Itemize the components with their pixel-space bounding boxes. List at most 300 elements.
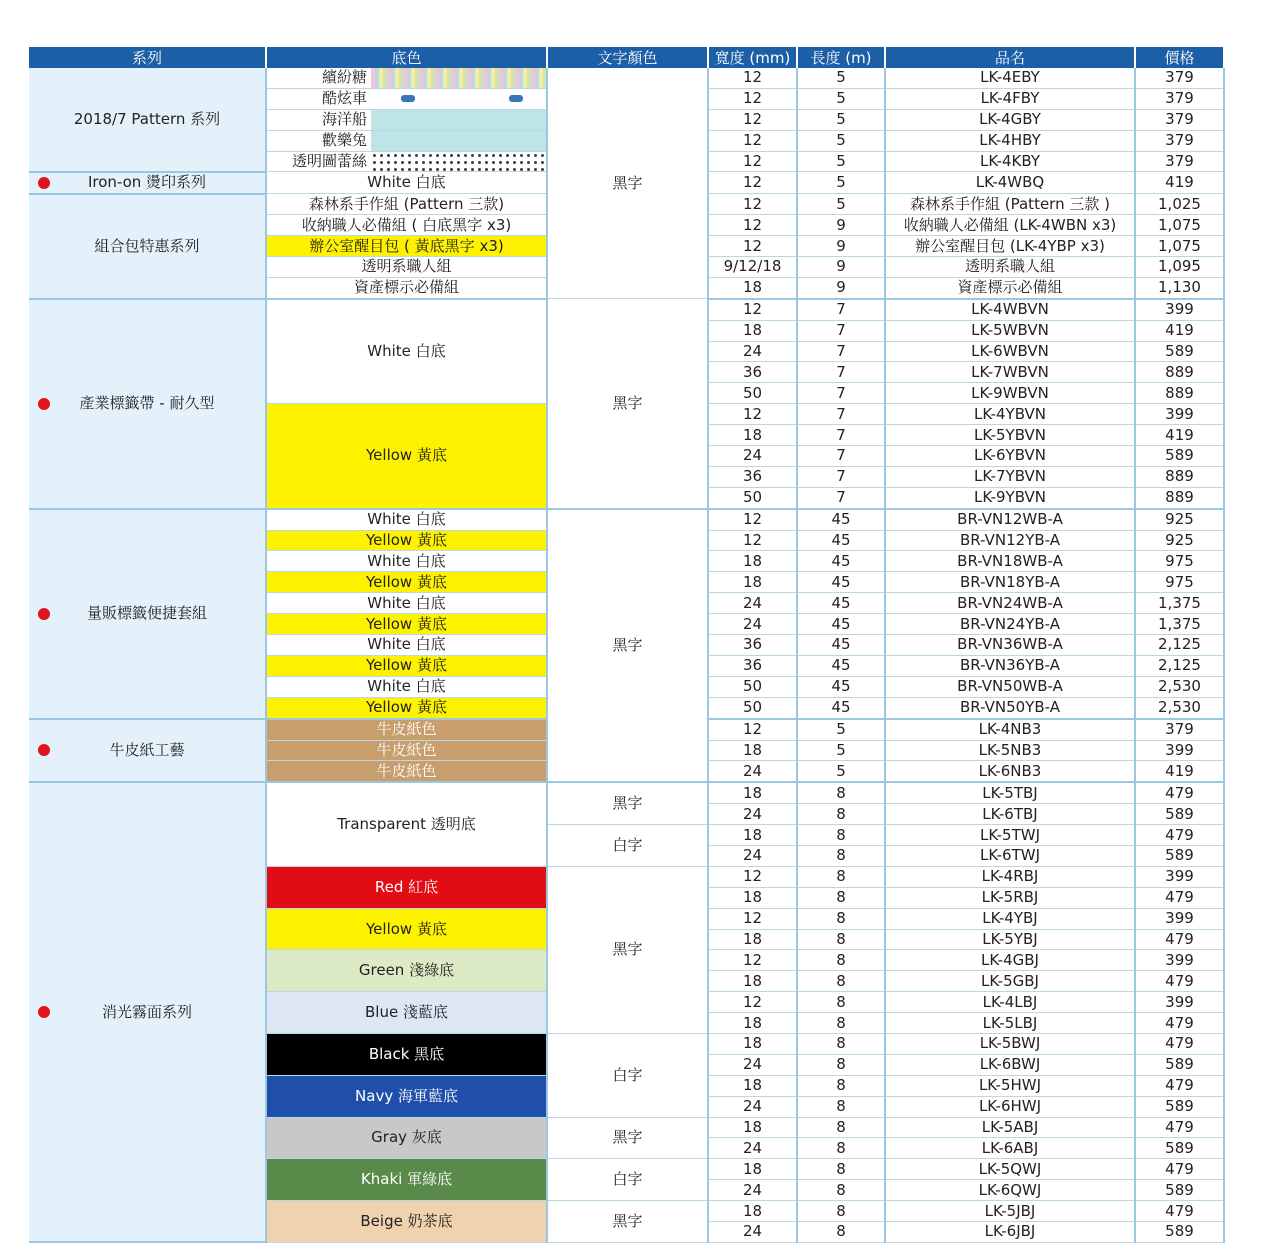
width-cell: 12 bbox=[708, 299, 797, 320]
product-name-cell: LK-4HBY bbox=[885, 130, 1135, 151]
price-cell: 1,375 bbox=[1135, 614, 1224, 635]
bullet-icon bbox=[38, 1006, 50, 1018]
price-table bbox=[29, 47, 1225, 1243]
width-cell: 12 bbox=[708, 992, 797, 1013]
base-cell: Yellow 黃底 bbox=[266, 697, 547, 718]
price-cell: 419 bbox=[1135, 320, 1224, 341]
product-name-cell: LK-4NB3 bbox=[885, 719, 1135, 740]
width-cell: 12 bbox=[708, 172, 797, 194]
width-cell: 50 bbox=[708, 487, 797, 508]
length-cell: 5 bbox=[797, 109, 885, 130]
width-cell: 24 bbox=[708, 1096, 797, 1117]
price-cell: 379 bbox=[1135, 88, 1224, 109]
product-name-cell: LK-5YBVN bbox=[885, 425, 1135, 446]
text-color-cell bbox=[547, 866, 708, 1033]
length-cell: 45 bbox=[797, 697, 885, 718]
price-cell: 399 bbox=[1135, 992, 1224, 1013]
length-cell: 9 bbox=[797, 236, 885, 257]
width-cell: 24 bbox=[708, 446, 797, 467]
width-cell: 18 bbox=[708, 971, 797, 992]
base-cell: Yellow 黃底 bbox=[266, 908, 547, 950]
width-cell: 12 bbox=[708, 130, 797, 151]
product-name-cell: 透明系職人組 bbox=[885, 257, 1135, 278]
length-cell: 5 bbox=[797, 88, 885, 109]
price-cell: 589 bbox=[1135, 1180, 1224, 1201]
product-name-cell: 資產標示必備組 bbox=[885, 277, 1135, 298]
width-cell: 18 bbox=[708, 887, 797, 908]
price-cell: 479 bbox=[1135, 887, 1224, 908]
bullet-icon bbox=[38, 608, 50, 620]
price-cell: 479 bbox=[1135, 782, 1224, 803]
length-cell: 8 bbox=[797, 1075, 885, 1096]
text-color-label: 白字 bbox=[612, 1170, 643, 1189]
base-cell: White 白底 bbox=[266, 593, 547, 614]
base-cell: Blue 淺藍底 bbox=[266, 992, 547, 1034]
product-name-cell: 收納職人必備組 (LK-4WBN x3) bbox=[885, 215, 1135, 236]
price-cell: 479 bbox=[1135, 1201, 1224, 1222]
width-cell: 18 bbox=[708, 1033, 797, 1054]
width-cell: 24 bbox=[708, 1054, 797, 1075]
price-cell: 1,075 bbox=[1135, 236, 1224, 257]
product-name-cell: LK-4LBJ bbox=[885, 992, 1135, 1013]
table-row bbox=[29, 299, 1224, 320]
sea-pattern-swatch bbox=[371, 110, 546, 130]
width-cell: 12 bbox=[708, 194, 797, 215]
text-color-label: 白字 bbox=[612, 835, 643, 854]
length-cell: 5 bbox=[797, 130, 885, 151]
header-row bbox=[29, 47, 1224, 68]
product-name-cell: BR-VN12YB-A bbox=[885, 530, 1135, 551]
price-cell: 479 bbox=[1135, 1159, 1224, 1180]
product-name-cell: LK-6JBJ bbox=[885, 1221, 1135, 1242]
base-cell: 牛皮紙色 bbox=[266, 740, 547, 761]
width-cell: 24 bbox=[708, 761, 797, 782]
length-cell: 5 bbox=[797, 68, 885, 88]
product-name-cell: LK-5YBJ bbox=[885, 929, 1135, 950]
length-cell: 8 bbox=[797, 1096, 885, 1117]
width-cell: 36 bbox=[708, 362, 797, 383]
width-cell: 18 bbox=[708, 1117, 797, 1138]
length-cell: 8 bbox=[797, 992, 885, 1013]
length-cell: 8 bbox=[797, 782, 885, 803]
text-color-cell bbox=[547, 509, 708, 783]
width-cell: 18 bbox=[708, 572, 797, 593]
text-color-label: 黑字 bbox=[612, 394, 643, 412]
header-series: 系列 bbox=[29, 47, 266, 68]
price-cell: 1,075 bbox=[1135, 215, 1224, 236]
base-cell: 透明系職人組 bbox=[266, 257, 547, 278]
width-cell: 24 bbox=[708, 1221, 797, 1242]
width-cell: 12 bbox=[708, 719, 797, 740]
price-cell: 589 bbox=[1135, 341, 1224, 362]
width-cell: 18 bbox=[708, 1159, 797, 1180]
base-cell: Green 淺綠底 bbox=[266, 950, 547, 992]
width-cell: 12 bbox=[708, 908, 797, 929]
product-name-cell: BR-VN36WB-A bbox=[885, 635, 1135, 656]
price-cell: 925 bbox=[1135, 530, 1224, 551]
length-cell: 5 bbox=[797, 719, 885, 740]
base-cell bbox=[266, 68, 547, 88]
price-cell: 479 bbox=[1135, 1013, 1224, 1034]
price-cell: 479 bbox=[1135, 1075, 1224, 1096]
price-cell: 589 bbox=[1135, 804, 1224, 825]
price-cell: 925 bbox=[1135, 509, 1224, 530]
length-cell: 8 bbox=[797, 866, 885, 887]
length-cell: 7 bbox=[797, 425, 885, 446]
width-cell: 18 bbox=[708, 425, 797, 446]
price-cell: 379 bbox=[1135, 151, 1224, 172]
price-cell: 419 bbox=[1135, 172, 1224, 194]
price-cell: 589 bbox=[1135, 446, 1224, 467]
length-cell: 5 bbox=[797, 172, 885, 194]
product-name-cell: LK-4RBJ bbox=[885, 866, 1135, 887]
product-name-cell: BR-VN50YB-A bbox=[885, 697, 1135, 718]
header-product-name: 品名 bbox=[885, 47, 1135, 68]
product-name-cell: LK-5WBVN bbox=[885, 320, 1135, 341]
length-cell: 7 bbox=[797, 487, 885, 508]
product-name-cell: LK-4YBJ bbox=[885, 908, 1135, 929]
base-cell bbox=[266, 88, 547, 109]
series-label: 產業標籤帶 - 耐久型 bbox=[79, 394, 215, 413]
price-cell: 589 bbox=[1135, 845, 1224, 866]
series-label: 消光霧面系列 bbox=[101, 1002, 192, 1021]
product-name-cell: LK-9WBVN bbox=[885, 383, 1135, 404]
price-cell: 2,125 bbox=[1135, 635, 1224, 656]
length-cell: 7 bbox=[797, 320, 885, 341]
price-cell: 399 bbox=[1135, 740, 1224, 761]
base-cell: Gray 灰底 bbox=[266, 1117, 547, 1159]
price-cell: 2,125 bbox=[1135, 655, 1224, 676]
price-cell: 1,095 bbox=[1135, 257, 1224, 278]
width-cell: 12 bbox=[708, 236, 797, 257]
price-cell: 379 bbox=[1135, 68, 1224, 88]
product-name-cell: LK-5QWJ bbox=[885, 1159, 1135, 1180]
length-cell: 45 bbox=[797, 572, 885, 593]
base-cell: Navy 海軍藍底 bbox=[266, 1075, 547, 1117]
candy-pattern-swatch bbox=[371, 68, 546, 88]
price-cell: 2,530 bbox=[1135, 697, 1224, 718]
product-name-cell: LK-4GBY bbox=[885, 109, 1135, 130]
width-cell: 12 bbox=[708, 530, 797, 551]
price-cell: 399 bbox=[1135, 950, 1224, 971]
table-row bbox=[29, 782, 1224, 803]
width-cell: 36 bbox=[708, 655, 797, 676]
price-cell: 975 bbox=[1135, 551, 1224, 572]
product-name-cell: LK-5TWJ bbox=[885, 825, 1135, 846]
length-cell: 9 bbox=[797, 277, 885, 298]
price-cell: 1,375 bbox=[1135, 593, 1224, 614]
price-cell: 889 bbox=[1135, 466, 1224, 487]
price-cell: 379 bbox=[1135, 719, 1224, 740]
bullet-icon bbox=[38, 398, 50, 410]
series-label: 牛皮紙工藝 bbox=[109, 740, 185, 759]
width-cell: 12 bbox=[708, 215, 797, 236]
base-cell: 收納職人必備組 ( 白底黑字 x3) bbox=[266, 215, 547, 236]
product-name-cell: LK-4FBY bbox=[885, 88, 1135, 109]
price-cell: 589 bbox=[1135, 1054, 1224, 1075]
width-cell: 18 bbox=[708, 825, 797, 846]
base-cell: White 白底 bbox=[266, 172, 547, 194]
product-name-cell: LK-6TBJ bbox=[885, 804, 1135, 825]
length-cell: 8 bbox=[797, 887, 885, 908]
text-color-label: 黑字 bbox=[612, 940, 643, 959]
text-color-cell bbox=[547, 68, 708, 299]
product-name-cell: LK-5NB3 bbox=[885, 740, 1135, 761]
text-color-label: 白字 bbox=[612, 1065, 643, 1084]
length-cell: 45 bbox=[797, 614, 885, 635]
product-name-cell: LK-6NB3 bbox=[885, 761, 1135, 782]
base-cell: Yellow 黃底 bbox=[266, 614, 547, 635]
length-cell: 8 bbox=[797, 1159, 885, 1180]
header-price: 價格 bbox=[1135, 47, 1224, 68]
price-table-container bbox=[29, 47, 1224, 1243]
table-row bbox=[29, 509, 1224, 530]
text-color-cell bbox=[547, 299, 708, 509]
width-cell: 24 bbox=[708, 614, 797, 635]
length-cell: 45 bbox=[797, 530, 885, 551]
base-cell: Khaki 軍綠底 bbox=[266, 1159, 547, 1201]
width-cell: 18 bbox=[708, 1201, 797, 1222]
lace-pattern-swatch bbox=[371, 152, 546, 172]
product-name-cell: LK-4EBY bbox=[885, 68, 1135, 88]
text-color-label: 黑字 bbox=[612, 1128, 643, 1147]
width-cell: 24 bbox=[708, 593, 797, 614]
base-cell bbox=[266, 109, 547, 130]
price-cell: 479 bbox=[1135, 971, 1224, 992]
price-cell: 589 bbox=[1135, 1096, 1224, 1117]
bullet-icon bbox=[38, 744, 50, 756]
product-name-cell: BR-VN50WB-A bbox=[885, 676, 1135, 697]
series-label: 組合包特惠系列 bbox=[94, 236, 200, 255]
product-name-cell: LK-4GBJ bbox=[885, 950, 1135, 971]
base-cell: White 白底 bbox=[266, 551, 547, 572]
length-cell: 7 bbox=[797, 404, 885, 425]
price-cell: 889 bbox=[1135, 362, 1224, 383]
car-pattern-swatch bbox=[371, 89, 546, 109]
product-name-cell: LK-6QWJ bbox=[885, 1180, 1135, 1201]
width-cell: 24 bbox=[708, 1180, 797, 1201]
width-cell: 18 bbox=[708, 782, 797, 803]
header-width: 寬度 (mm) bbox=[708, 47, 797, 68]
length-cell: 5 bbox=[797, 151, 885, 172]
width-cell: 12 bbox=[708, 509, 797, 530]
product-name-cell: LK-6WBVN bbox=[885, 341, 1135, 362]
length-cell: 7 bbox=[797, 466, 885, 487]
product-name-cell: 森林系手作組 (Pattern 三款 ) bbox=[885, 194, 1135, 215]
price-cell: 889 bbox=[1135, 383, 1224, 404]
base-cell: Red 紅底 bbox=[266, 866, 547, 908]
base-cell: 牛皮紙色 bbox=[266, 719, 547, 740]
product-name-cell: BR-VN24YB-A bbox=[885, 614, 1135, 635]
price-cell: 589 bbox=[1135, 1138, 1224, 1159]
price-cell: 379 bbox=[1135, 130, 1224, 151]
header-text-color: 文字顏色 bbox=[547, 47, 708, 68]
product-name-cell: LK-6YBVN bbox=[885, 446, 1135, 467]
price-cell: 399 bbox=[1135, 404, 1224, 425]
product-name-cell: LK-7YBVN bbox=[885, 466, 1135, 487]
text-color-cell bbox=[547, 1117, 708, 1159]
price-cell: 419 bbox=[1135, 425, 1224, 446]
length-cell: 8 bbox=[797, 1201, 885, 1222]
base-cell: 牛皮紙色 bbox=[266, 761, 547, 782]
length-cell: 8 bbox=[797, 908, 885, 929]
base-cell: White 白底 bbox=[266, 299, 547, 404]
product-name-cell: LK-6BWJ bbox=[885, 1054, 1135, 1075]
text-color-label: 黑字 bbox=[612, 1211, 643, 1230]
length-cell: 8 bbox=[797, 1117, 885, 1138]
product-name-cell: LK-5HWJ bbox=[885, 1075, 1135, 1096]
product-name-cell: LK-6HWJ bbox=[885, 1096, 1135, 1117]
product-name-cell: LK-5RBJ bbox=[885, 887, 1135, 908]
base-cell: Yellow 黃底 bbox=[266, 572, 547, 593]
width-cell: 18 bbox=[708, 1013, 797, 1034]
price-cell: 399 bbox=[1135, 866, 1224, 887]
length-cell: 45 bbox=[797, 593, 885, 614]
text-color-label: 黑字 bbox=[612, 794, 643, 813]
base-cell: Transparent 透明底 bbox=[266, 782, 547, 866]
length-cell: 8 bbox=[797, 1013, 885, 1034]
price-cell: 2,530 bbox=[1135, 676, 1224, 697]
price-cell: 589 bbox=[1135, 1221, 1224, 1242]
product-name-cell: LK-5BWJ bbox=[885, 1033, 1135, 1054]
series-cell bbox=[29, 68, 266, 172]
width-cell: 12 bbox=[708, 151, 797, 172]
length-cell: 7 bbox=[797, 383, 885, 404]
product-name-cell: LK-7WBVN bbox=[885, 362, 1135, 383]
series-label: 2018/7 Pattern 系列 bbox=[73, 109, 221, 128]
product-name-cell: LK-9YBVN bbox=[885, 487, 1135, 508]
product-name-cell: BR-VN36YB-A bbox=[885, 655, 1135, 676]
text-color-cell bbox=[547, 782, 708, 824]
product-name-cell: BR-VN18YB-A bbox=[885, 572, 1135, 593]
width-cell: 18 bbox=[708, 277, 797, 298]
text-color-label: 黑字 bbox=[612, 173, 643, 192]
product-name-cell: BR-VN24WB-A bbox=[885, 593, 1135, 614]
product-name-cell: LK-5JBJ bbox=[885, 1201, 1135, 1222]
width-cell: 18 bbox=[708, 740, 797, 761]
product-name-cell: 辦公室醒目包 (LK-4YBP x3) bbox=[885, 236, 1135, 257]
table-row bbox=[29, 68, 1224, 88]
price-cell: 399 bbox=[1135, 299, 1224, 320]
width-cell: 24 bbox=[708, 804, 797, 825]
length-cell: 8 bbox=[797, 971, 885, 992]
length-cell: 45 bbox=[797, 655, 885, 676]
text-color-label: 黑字 bbox=[612, 635, 643, 654]
series-cell bbox=[29, 719, 266, 783]
width-cell: 12 bbox=[708, 404, 797, 425]
base-cell: 資產標示必備組 bbox=[266, 277, 547, 298]
length-cell: 8 bbox=[797, 1033, 885, 1054]
pattern-name: 海洋船 bbox=[321, 110, 367, 129]
series-cell bbox=[29, 782, 266, 1242]
length-cell: 7 bbox=[797, 362, 885, 383]
length-cell: 45 bbox=[797, 509, 885, 530]
length-cell: 8 bbox=[797, 804, 885, 825]
product-name-cell: LK-5TBJ bbox=[885, 782, 1135, 803]
price-cell: 479 bbox=[1135, 1033, 1224, 1054]
series-label: 量販標籤便捷套組 bbox=[86, 604, 207, 623]
product-name-cell: LK-5ABJ bbox=[885, 1117, 1135, 1138]
length-cell: 45 bbox=[797, 551, 885, 572]
text-color-cell bbox=[547, 825, 708, 867]
length-cell: 8 bbox=[797, 845, 885, 866]
product-name-cell: LK-4KBY bbox=[885, 151, 1135, 172]
product-name-cell: LK-4WBVN bbox=[885, 299, 1135, 320]
width-cell: 18 bbox=[708, 320, 797, 341]
length-cell: 8 bbox=[797, 825, 885, 846]
width-cell: 24 bbox=[708, 341, 797, 362]
price-cell: 1,130 bbox=[1135, 277, 1224, 298]
width-cell: 12 bbox=[708, 68, 797, 88]
price-cell: 479 bbox=[1135, 825, 1224, 846]
base-cell: Black 黑底 bbox=[266, 1033, 547, 1075]
price-cell: 1,025 bbox=[1135, 194, 1224, 215]
product-name-cell: LK-6TWJ bbox=[885, 845, 1135, 866]
price-cell: 399 bbox=[1135, 908, 1224, 929]
series-cell bbox=[29, 172, 266, 194]
length-cell: 8 bbox=[797, 929, 885, 950]
product-name-cell: LK-6ABJ bbox=[885, 1138, 1135, 1159]
width-cell: 50 bbox=[708, 383, 797, 404]
length-cell: 8 bbox=[797, 950, 885, 971]
bunny-pattern-swatch bbox=[371, 131, 546, 151]
width-cell: 50 bbox=[708, 676, 797, 697]
product-name-cell: LK-5GBJ bbox=[885, 971, 1135, 992]
length-cell: 45 bbox=[797, 635, 885, 656]
width-cell: 36 bbox=[708, 635, 797, 656]
bullet-icon bbox=[38, 177, 50, 189]
length-cell: 5 bbox=[797, 761, 885, 782]
pattern-name: 歡樂兔 bbox=[321, 131, 367, 150]
header-base-color: 底色 bbox=[266, 47, 547, 68]
series-cell bbox=[29, 299, 266, 509]
width-cell: 50 bbox=[708, 697, 797, 718]
product-name-cell: BR-VN18WB-A bbox=[885, 551, 1135, 572]
base-cell: Yellow 黃底 bbox=[266, 655, 547, 676]
series-label: Iron-on 燙印系列 bbox=[87, 173, 207, 192]
product-name-cell: BR-VN12WB-A bbox=[885, 509, 1135, 530]
width-cell: 24 bbox=[708, 845, 797, 866]
product-name-cell: LK-5LBJ bbox=[885, 1013, 1135, 1034]
price-cell: 479 bbox=[1135, 929, 1224, 950]
text-color-cell bbox=[547, 1159, 708, 1201]
width-cell: 12 bbox=[708, 88, 797, 109]
base-cell: Yellow 黃底 bbox=[266, 530, 547, 551]
length-cell: 8 bbox=[797, 1054, 885, 1075]
text-color-cell bbox=[547, 1033, 708, 1117]
base-cell bbox=[266, 151, 547, 172]
width-cell: 18 bbox=[708, 1075, 797, 1096]
base-cell: White 白底 bbox=[266, 635, 547, 656]
base-cell: Beige 奶茶底 bbox=[266, 1201, 547, 1243]
base-cell: Yellow 黃底 bbox=[266, 404, 547, 509]
pattern-name: 酷炫車 bbox=[321, 89, 367, 108]
length-cell: 5 bbox=[797, 740, 885, 761]
text-color-cell bbox=[547, 1201, 708, 1243]
base-cell bbox=[266, 130, 547, 151]
price-cell: 379 bbox=[1135, 109, 1224, 130]
width-cell: 24 bbox=[708, 1138, 797, 1159]
base-cell: White 白底 bbox=[266, 509, 547, 530]
length-cell: 7 bbox=[797, 299, 885, 320]
length-cell: 7 bbox=[797, 446, 885, 467]
product-name-cell: LK-4YBVN bbox=[885, 404, 1135, 425]
price-cell: 419 bbox=[1135, 761, 1224, 782]
length-cell: 8 bbox=[797, 1221, 885, 1242]
length-cell: 45 bbox=[797, 676, 885, 697]
length-cell: 8 bbox=[797, 1180, 885, 1201]
width-cell: 12 bbox=[708, 109, 797, 130]
